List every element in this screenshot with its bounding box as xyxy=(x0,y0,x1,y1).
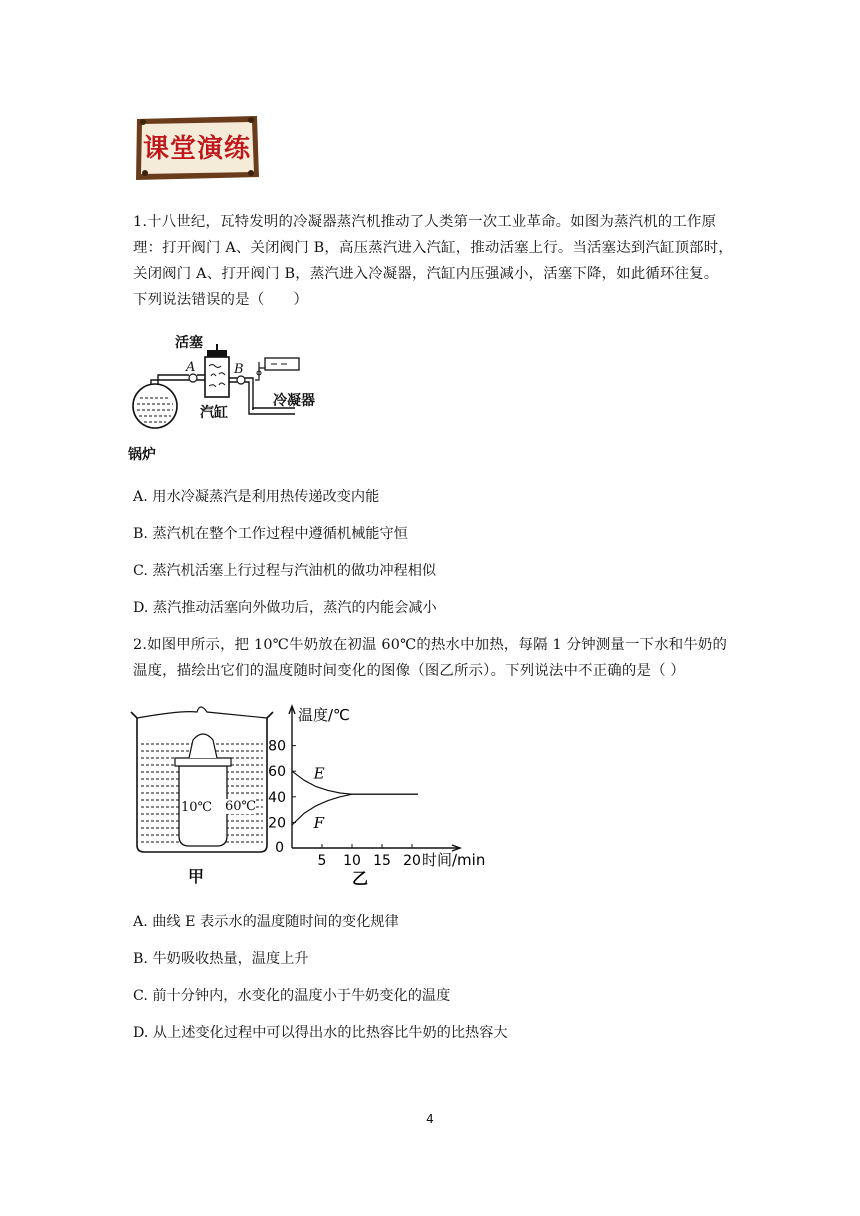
page-number: 4 xyxy=(426,1112,434,1126)
series-label-F: F xyxy=(313,813,325,832)
q1-line: 下列说法错误的是（ ） xyxy=(133,292,309,308)
q1-line: 1.十八世纪，瓦特发明的冷凝器蒸汽机推动了人类第一次工业革命。如图为蒸汽机的工作原 xyxy=(133,214,717,230)
x-tick-label: 15 xyxy=(373,853,391,869)
q1-option-c[interactable]: C. 蒸汽机活塞上行过程与汽油机的做功冲程相似 xyxy=(133,563,437,579)
origin-label: 0 xyxy=(275,840,284,856)
x-tick-label: 5 xyxy=(317,853,327,869)
figure-a-caption: 甲 xyxy=(188,867,205,886)
q1-line: 理：打开阀门 A、关闭阀门 B，高压蒸汽进入汽缸，推动活塞上行。当活塞达到汽缸顶部时， xyxy=(133,240,733,256)
chart-svg xyxy=(262,700,502,890)
milk-temp-label: 10℃ xyxy=(181,800,213,815)
q2-option-b[interactable]: B. 牛奶吸收热量，温度上升 xyxy=(133,951,309,967)
water-temp-label: 60℃ xyxy=(225,799,257,814)
x-tick-label: 20 xyxy=(403,853,421,869)
q2-stem xyxy=(133,632,733,684)
q1-line: 关闭阀门 A、打开阀门 B，蒸汽进入冷凝器，汽缸内压强减小，活塞下降，如此循环往复。 xyxy=(133,266,719,282)
figure-b-caption: 乙 xyxy=(351,869,369,888)
q2-line: 2.如图甲所示，把 10℃牛奶放在初温 60℃的热水中加热，每隔 1 分钟测量一下水和牛奶的 xyxy=(133,637,728,653)
q2-option-a[interactable]: A. 曲线 E 表示水的温度随时间的变化规律 xyxy=(133,914,399,930)
q2-option-c[interactable]: C. 前十分钟内，水变化的温度小于牛奶变化的温度 xyxy=(133,988,451,1004)
y-tick-label: 20 xyxy=(268,815,286,832)
y-axis-label: 温度/℃ xyxy=(298,706,350,724)
series-line-F xyxy=(292,794,418,825)
y-tick-label: 40 xyxy=(268,789,286,806)
section-heading-sign xyxy=(133,113,261,183)
piston-label: 活塞 xyxy=(175,335,203,351)
valve-a-label: A xyxy=(186,360,196,375)
x-axis-label: 时间/min xyxy=(422,851,486,869)
section-title: 课堂演练 xyxy=(142,134,251,164)
cylinder-label: 汽缸 xyxy=(200,405,228,421)
q1-option-d[interactable]: D. 蒸汽推动活塞向外做功后，蒸汽的内能会减小 xyxy=(133,600,437,616)
q1-stem xyxy=(133,209,733,313)
valve-b-label: B xyxy=(234,362,244,377)
series-label-E: E xyxy=(313,764,325,783)
temperature-chart xyxy=(262,700,502,890)
q2-line: 温度，描绘出它们的温度随时间变化的图像（图乙所示）。下列说法中不正确的是（ ） xyxy=(133,663,686,679)
steam-engine-figure xyxy=(125,330,335,470)
condenser-label: 冷凝器 xyxy=(273,393,315,409)
series-line-E xyxy=(292,771,418,794)
y-tick-label: 60 xyxy=(268,764,286,781)
beaker-figure xyxy=(127,700,277,890)
q1-option-a[interactable]: A. 用水冷凝蒸汽是利用热传递改变内能 xyxy=(133,489,380,505)
x-tick-label: 10 xyxy=(343,853,361,869)
boiler-label: 锅炉 xyxy=(128,447,156,463)
q1-option-b[interactable]: B. 蒸汽机在整个工作过程中遵循机械能守恒 xyxy=(133,526,408,542)
q2-option-d[interactable]: D. 从上述变化过程中可以得出水的比热容比牛奶的比热容大 xyxy=(133,1025,508,1041)
y-tick-label: 80 xyxy=(268,738,286,755)
